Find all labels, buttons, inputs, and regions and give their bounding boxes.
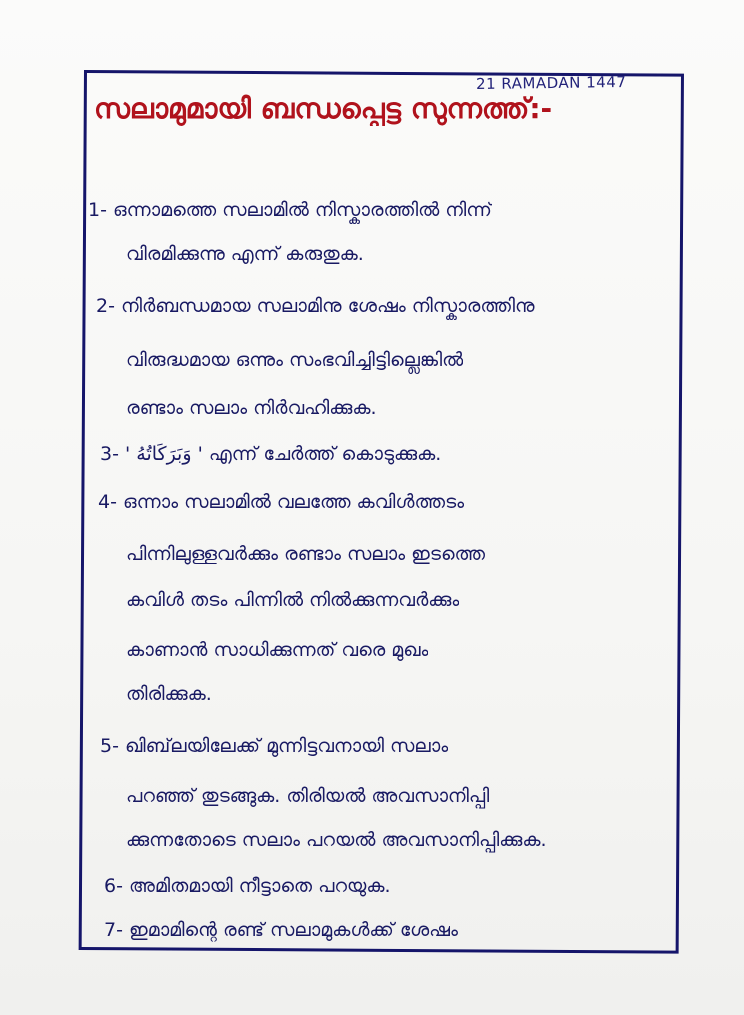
item-text: നിർബന്ധമായ സലാമിനു ശേഷം നിസ്കാരത്തിനു xyxy=(121,295,535,317)
item-line xyxy=(100,732,448,760)
item-line: കവിൾ തടം പിന്നിൽ നിൽക്കുന്നവർക്കും xyxy=(126,589,460,611)
item-line: വിരുദ്ധമായ ഒന്നും സംഭവിച്ചിട്ടില്ലെങ്കിൽ xyxy=(126,349,464,371)
item-line: ക്കുന്നതോടെ സലാം പറയൽ അവസാനിപ്പിക്കുക. xyxy=(126,829,547,851)
item-number: 1- xyxy=(88,199,107,221)
item-line xyxy=(104,872,391,900)
item-line: തിരിക്കുക. xyxy=(126,683,212,705)
item-number: 5- xyxy=(100,735,119,757)
page-title: സലാമുമായി ബന്ധപ്പെട്ട സുന്നത്ത്:- xyxy=(94,92,553,125)
item-line xyxy=(100,440,441,468)
item-text: ' وَبَرَكَاتُهُ ' എന്ന് ചേർത്ത് കൊടുക്കുക. xyxy=(125,443,442,465)
item-text: ഖിബ്‌ലയിലേക്ക് മുന്നിട്ടവനായി സലാം xyxy=(125,735,449,757)
item-number: 2- xyxy=(96,295,115,317)
item-line: വിരമിക്കുന്നു എന്ന് കരുതുക. xyxy=(126,243,364,265)
item-line: കാണാൻ സാധിക്കുന്നത് വരെ മുഖം xyxy=(126,639,429,661)
date-label: 21 RAMADAN 1447 xyxy=(475,72,627,94)
item-line: പിന്നിലുള്ളവർക്കും രണ്ടാം സലാം ഇടത്തെ xyxy=(126,543,486,565)
item-text: ഇമാമിന്റെ രണ്ട് സലാമുകൾക്ക് ശേഷം xyxy=(129,919,458,941)
item-line xyxy=(104,916,458,944)
item-number: 3- xyxy=(100,443,119,465)
item-line xyxy=(98,488,464,516)
item-number: 7- xyxy=(104,919,123,941)
item-text: ഒന്നാമത്തെ സലാമിൽ നിസ്കാരത്തിൽ നിന്ന് xyxy=(113,199,492,221)
item-line xyxy=(96,292,535,320)
item-text: ഒന്നാം സലാമിൽ വലത്തേ കവിൾത്തടം xyxy=(123,491,465,513)
item-number: 6- xyxy=(104,875,123,897)
item-line: രണ്ടാം സലാം നിർവഹിക്കുക. xyxy=(126,397,377,419)
item-text: അമിതമായി നീട്ടാതെ പറയുക. xyxy=(129,875,391,897)
item-line: പറഞ്ഞ് തുടങ്ങുക. തിരിയൽ അവസാനിപ്പി xyxy=(126,785,490,807)
item-number: 4- xyxy=(98,491,117,513)
item-line xyxy=(88,196,492,224)
